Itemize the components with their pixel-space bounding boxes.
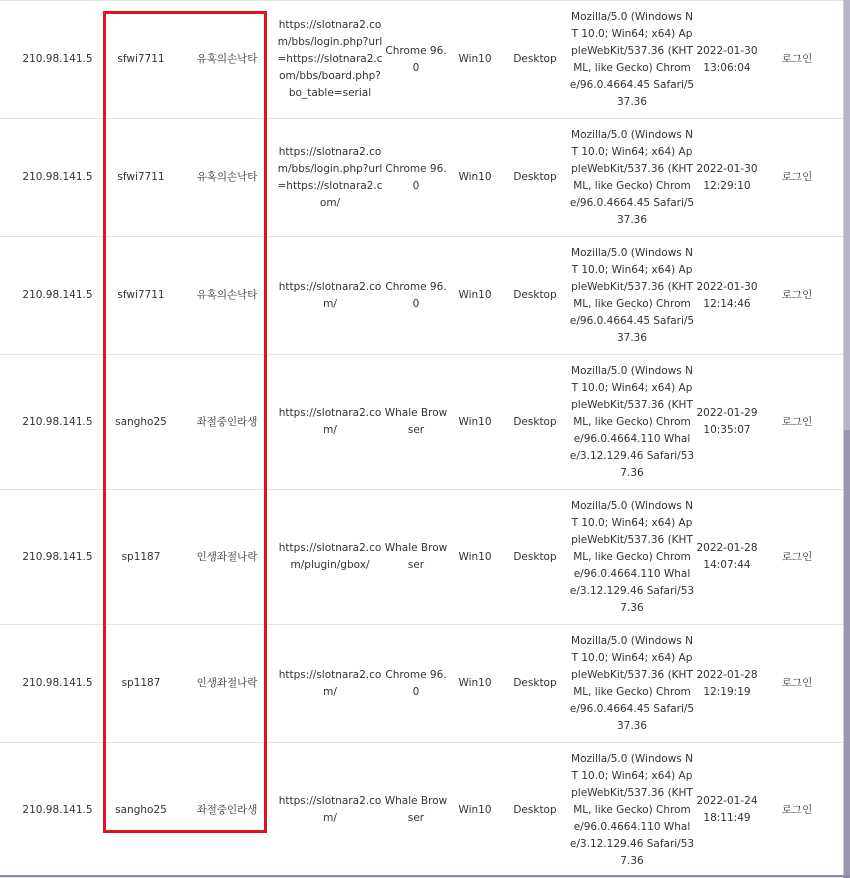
nickname-cell: 유혹의손낙타 bbox=[196, 171, 258, 183]
browser-cell: Whale Browser bbox=[384, 542, 448, 571]
url-cell[interactable]: https://slotnara2.com/ bbox=[278, 795, 382, 824]
action-type-cell: 로그인 bbox=[781, 677, 813, 689]
os-cell: Win10 bbox=[458, 550, 492, 563]
user-id-cell: sangho25 bbox=[115, 415, 167, 428]
date-text: 2022-01-30 bbox=[696, 280, 758, 293]
action-type-cell: 로그인 bbox=[781, 171, 813, 183]
device-cell: Desktop bbox=[513, 415, 557, 428]
device-cell: Desktop bbox=[513, 550, 557, 563]
url-cell[interactable]: https://slotnara2.com/bbs/login.php?url=https://slotnara2.com/bbs/board.php?bo_table=serial bbox=[277, 19, 383, 99]
os-cell: Win10 bbox=[458, 677, 492, 689]
device-cell: Desktop bbox=[513, 289, 557, 301]
scrollbar[interactable] bbox=[844, 0, 850, 875]
user-id-cell: sangho25 bbox=[115, 803, 167, 816]
date-text: 2022-01-24 bbox=[696, 795, 758, 807]
os-cell: Win10 bbox=[458, 171, 492, 183]
date-text: 2022-01-30 bbox=[696, 162, 758, 175]
user-id-cell: sfwi7711 bbox=[117, 289, 165, 301]
scrollbar-thumb[interactable] bbox=[844, 0, 850, 430]
url-cell[interactable]: https://slotnara2.com/ bbox=[278, 280, 382, 310]
device-cell: Desktop bbox=[513, 53, 557, 65]
browser-cell: Chrome 96.0 bbox=[385, 280, 447, 310]
user-agent-cell: Mozilla/5.0 (Windows NT 10.0; Win64; x64) AppleWebKit/537.36 (KHTML, like Gecko) Chrome/96.0.4664.45 Safari/537.36 bbox=[569, 246, 695, 344]
user-agent-cell: Mozilla/5.0 (Windows NT 10.0; Win64; x64) AppleWebKit/537.36 (KHTML, like Gecko) Chrome/96.0.4664.110 Whale/3.12.129.46 Safari/537.36 bbox=[569, 364, 695, 479]
ip-cell: 210.98.141.5 bbox=[22, 415, 93, 428]
ip-cell: 210.98.141.5 bbox=[22, 550, 93, 563]
browser-cell: Whale Browser bbox=[384, 795, 448, 824]
ip-cell: 210.98.141.5 bbox=[22, 53, 93, 65]
table-row bbox=[0, 237, 843, 355]
time-text: 12:19:19 bbox=[703, 685, 751, 698]
action-type-cell: 로그인 bbox=[781, 803, 813, 816]
device-cell: Desktop bbox=[513, 803, 557, 816]
action-type-cell: 로그인 bbox=[781, 550, 813, 563]
ip-cell: 210.98.141.5 bbox=[22, 803, 93, 816]
time-text: 12:29:10 bbox=[703, 179, 751, 192]
time-text: 12:14:46 bbox=[703, 297, 751, 310]
url-cell[interactable]: https://slotnara2.com/ bbox=[278, 407, 382, 436]
url-cell[interactable]: https://slotnara2.com/bbs/login.php?url=https://slotnara2.com/ bbox=[277, 145, 383, 209]
table-row bbox=[0, 355, 843, 490]
os-cell: Win10 bbox=[458, 53, 492, 65]
browser-cell: Chrome 96.0 bbox=[385, 162, 447, 192]
table-row bbox=[0, 0, 843, 119]
ip-cell: 210.98.141.5 bbox=[22, 677, 93, 689]
action-type-cell: 로그인 bbox=[781, 53, 813, 65]
url-cell[interactable]: https://slotnara2.com/ bbox=[278, 668, 382, 698]
browser-cell: Whale Browser bbox=[384, 407, 448, 436]
action-type-cell: 로그인 bbox=[781, 415, 813, 428]
url-cell[interactable]: https://slotnara2.com/plugin/gbox/ bbox=[278, 542, 382, 571]
user-id-cell: sp1187 bbox=[121, 550, 161, 563]
datetime-cell bbox=[695, 540, 759, 574]
user-id-cell: sfwi7711 bbox=[117, 171, 165, 183]
os-cell: Win10 bbox=[458, 415, 492, 428]
user-agent-cell: Mozilla/5.0 (Windows NT 10.0; Win64; x64) AppleWebKit/537.36 (KHTML, like Gecko) Chrome/96.0.4664.110 Whale/3.12.129.46 Safari/537.36 bbox=[569, 499, 695, 614]
browser-cell: Chrome 96.0 bbox=[385, 44, 447, 74]
table-row bbox=[0, 743, 843, 878]
date-text: 2022-01-29 bbox=[696, 407, 758, 419]
nickname-cell: 인생좌절나락 bbox=[196, 677, 258, 689]
datetime-cell bbox=[695, 161, 759, 195]
action-type-cell: 로그인 bbox=[781, 289, 813, 301]
date-text: 2022-01-30 bbox=[696, 44, 758, 57]
table-row bbox=[0, 490, 843, 625]
ip-cell: 210.98.141.5 bbox=[22, 171, 93, 183]
datetime-cell bbox=[695, 43, 759, 77]
user-agent-cell: Mozilla/5.0 (Windows NT 10.0; Win64; x64) AppleWebKit/537.36 (KHTML, like Gecko) Chrome/96.0.4664.45 Safari/537.36 bbox=[569, 128, 695, 226]
date-text: 2022-01-28 bbox=[696, 668, 758, 681]
user-id-cell: sp1187 bbox=[121, 677, 161, 689]
date-text: 2022-01-28 bbox=[696, 542, 758, 554]
user-id-cell: sfwi7711 bbox=[117, 53, 165, 65]
user-agent-cell: Mozilla/5.0 (Windows NT 10.0; Win64; x64) AppleWebKit/537.36 (KHTML, like Gecko) Chrome/96.0.4664.45 Safari/537.36 bbox=[569, 634, 695, 732]
time-text: 14:07:44 bbox=[703, 559, 751, 571]
nickname-cell: 유혹의손낙타 bbox=[196, 53, 258, 65]
time-text: 10:35:07 bbox=[703, 424, 751, 436]
table-row bbox=[0, 625, 843, 743]
os-cell: Win10 bbox=[458, 803, 492, 816]
time-text: 18:11:49 bbox=[703, 812, 751, 824]
datetime-cell bbox=[695, 405, 759, 439]
datetime-cell bbox=[695, 793, 759, 827]
datetime-cell bbox=[695, 667, 759, 701]
nickname-cell: 인생좌절나락 bbox=[196, 550, 258, 563]
device-cell: Desktop bbox=[513, 171, 557, 183]
browser-cell: Chrome 96.0 bbox=[385, 668, 447, 698]
nickname-cell: 유혹의손낙타 bbox=[196, 289, 258, 301]
datetime-cell bbox=[695, 279, 759, 313]
os-cell: Win10 bbox=[458, 289, 492, 301]
nickname-cell: 좌절중인라생 bbox=[196, 803, 258, 816]
device-cell: Desktop bbox=[513, 677, 557, 689]
table-row bbox=[0, 119, 843, 237]
ip-cell: 210.98.141.5 bbox=[22, 289, 93, 301]
user-agent-cell: Mozilla/5.0 (Windows NT 10.0; Win64; x64) AppleWebKit/537.36 (KHTML, like Gecko) Chrome/96.0.4664.110 Whale/3.12.129.46 Safari/537.36 bbox=[569, 752, 695, 867]
time-text: 13:06:04 bbox=[703, 61, 751, 74]
nickname-cell: 좌절중인라생 bbox=[196, 415, 258, 428]
user-agent-cell: Mozilla/5.0 (Windows NT 10.0; Win64; x64) AppleWebKit/537.36 (KHTML, like Gecko) Chrome/96.0.4664.45 Safari/537.36 bbox=[569, 10, 695, 108]
